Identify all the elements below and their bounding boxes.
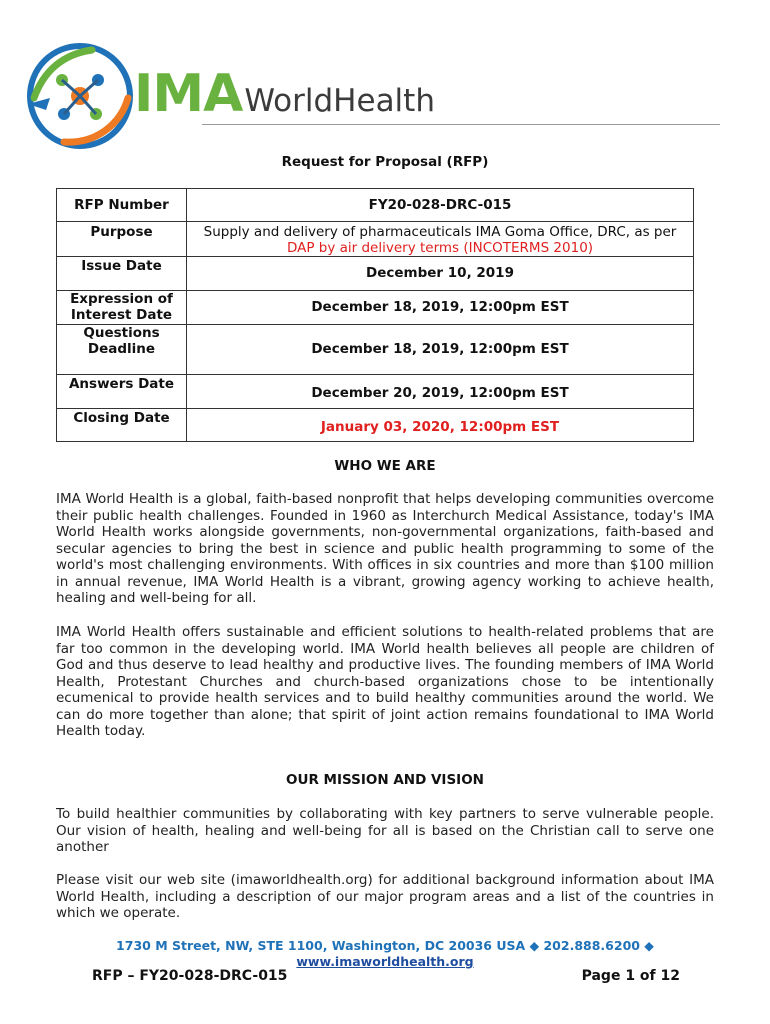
brand-world-health: WorldHealth — [244, 83, 435, 119]
header-divider — [202, 124, 720, 125]
table-row — [57, 409, 694, 442]
mission-heading: OUR MISSION AND VISION — [286, 772, 484, 788]
answers-value: December 20, 2019, 12:00pm EST — [187, 375, 694, 409]
footer-address-block — [0, 938, 770, 970]
footer-page-number: Page 1 of 12 — [581, 968, 680, 984]
questions-value: December 18, 2019, 12:00pm EST — [187, 325, 694, 375]
purpose-line-2: DAP by air delivery terms (INCOTERMS 2010) — [286, 240, 594, 256]
brand-ima: IMA — [134, 64, 243, 124]
footer-doc-ref: RFP – FY20-028-DRC-015 — [92, 968, 288, 984]
eoi-value: December 18, 2019, 12:00pm EST — [187, 291, 694, 325]
questions-label-line-1: Questions — [83, 325, 160, 341]
purpose-line-1: Supply and delivery of pharmaceuticals IMA Goma Office, DRC, as per — [203, 224, 677, 240]
table-row — [57, 189, 694, 222]
issue-date-value: December 10, 2019 — [187, 257, 694, 291]
rfp-details-table — [56, 188, 694, 442]
purpose-label: Purpose — [57, 222, 187, 257]
letterhead — [24, 38, 704, 154]
eoi-label-line-2: Interest Date — [70, 307, 173, 323]
brand-wordmark — [134, 64, 435, 124]
eoi-label-line-1: Expression of — [70, 291, 173, 307]
who-we-are-paragraph-2: IMA World Health offers sustainable and efficient solutions to health-related problems that are far too common in the developing world. IMA World health believes all people are children of God and thus deserve to lead healthy and productive lives. The founding members of IMA World Health, Protestant Churches and church-based organizations chose to be intentionally ecumenical to provide health services and to build healthy communities around the world. We can do more together than alone; that spirit of joint action remains foundational to IMA World Health today. — [56, 624, 714, 739]
answers-label: Answers Date — [57, 375, 187, 409]
footer-address: 1730 M Street, NW, STE 1100, Washington, DC 20036 USA ◆ 202.888.6200 ◆ — [116, 938, 654, 953]
page-title: Request for Proposal (RFP) — [281, 154, 489, 170]
ima-globe-logo-icon — [24, 40, 136, 152]
table-row — [57, 291, 694, 325]
issue-date-label: Issue Date — [57, 257, 187, 291]
table-row — [57, 222, 694, 257]
table-row — [57, 325, 694, 375]
questions-label-line-2: Deadline — [87, 341, 156, 357]
questions-label — [57, 325, 187, 375]
table-row — [57, 257, 694, 291]
eoi-label — [57, 291, 187, 325]
website-link[interactable]: www.imaworldhealth.org — [296, 954, 474, 969]
rfp-number-label: RFP Number — [57, 189, 187, 222]
purpose-value — [187, 222, 694, 257]
mission-paragraph-1: To build healthier communities by collaborating with key partners to serve vulnerable people. Our vision of health, healing and well-being for all is based on the Christian call to serve one another — [56, 806, 714, 855]
closing-value: January 03, 2020, 12:00pm EST — [187, 409, 694, 442]
who-we-are-paragraph-1: IMA World Health is a global, faith-based nonprofit that helps developing communities overcome their public health challenges. Founded in 1960 as Interchurch Medical Assistance, today's IMA World Health works alongside governments, non-governmental organizations, faith-based and secular agencies to bring the best in science and public health programming to some of the world's most challenging environments. With offices in six countries and more than $100 million in annual revenue, IMA World Health is a vibrant, growing agency working to achieve health, healing and well-being for all. — [56, 491, 714, 606]
rfp-number-value: FY20-028-DRC-015 — [187, 189, 694, 222]
who-we-are-heading: WHO WE ARE — [334, 458, 436, 474]
table-row — [57, 375, 694, 409]
closing-label: Closing Date — [57, 409, 187, 442]
mission-paragraph-2: Please visit our web site (imaworldhealth.org) for additional background information about IMA World Health, including a description of our major program areas and a list of the countries in which we operate. — [56, 872, 714, 921]
